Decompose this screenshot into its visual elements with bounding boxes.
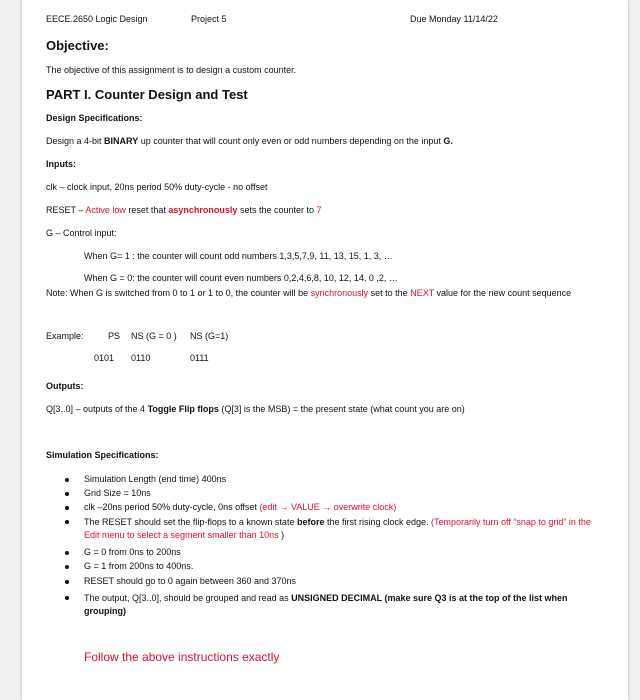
due-date: Due Monday 11/14/22 bbox=[410, 14, 498, 24]
clk-spec-item: clk –20ns period 50% duty-cycle, 0ns offset (edit → VALUE → overwrite clock) bbox=[84, 502, 397, 512]
bullet-icon bbox=[65, 478, 69, 482]
example-ns0-header: NS (G = 0 ) bbox=[131, 331, 177, 341]
output-grouping-item: The output, Q[3..0], should be grouped and read as UNSIGNED DECIMAL (make sure Q3 is at the top of the list when grouping) bbox=[84, 593, 568, 616]
g0-text: When G = 0: the counter will count even numbers 0,2,4,6,8, 10, 12, 14, 0 ,2, … bbox=[84, 273, 398, 283]
document-page bbox=[22, 0, 628, 700]
reset-input-text: RESET – Active low reset that asynchronously sets the counter to 7 bbox=[46, 205, 322, 215]
inputs-heading: Inputs: bbox=[46, 159, 76, 169]
g1-spec-item: G = 1 from 200ns to 400ns. bbox=[84, 561, 194, 571]
course-title: EECE.2650 Logic Design bbox=[46, 14, 148, 24]
follow-instructions-note: Follow the above instructions exactly bbox=[84, 650, 280, 664]
grid-size-item: Grid Size = 10ns bbox=[84, 488, 151, 498]
objective-text: The objective of this assignment is to design a custom counter. bbox=[46, 65, 297, 75]
project-title: Project 5 bbox=[191, 14, 227, 24]
simulation-heading: Simulation Specifications: bbox=[46, 450, 159, 460]
bullet-icon bbox=[65, 551, 69, 555]
bullet-icon bbox=[65, 596, 69, 600]
example-ns1-value: 0111 bbox=[190, 353, 209, 363]
objective-heading: Objective: bbox=[46, 38, 109, 53]
example-ns1-header: NS (G=1) bbox=[190, 331, 229, 341]
sim-length-item: Simulation Length (end time) 400ns bbox=[84, 474, 227, 484]
example-ps-value: 0101 bbox=[94, 353, 115, 363]
g0-spec-item: G = 0 from 0ns to 200ns bbox=[84, 547, 181, 557]
bullet-icon bbox=[65, 492, 69, 496]
reset-spec-item: The RESET should set the flip-flops to a known state before the first rising clock edge. (Temporarily turn off “snap to grid” in the Edit menu to select a segment smaller than 10ns ) bbox=[84, 517, 591, 540]
bullet-icon bbox=[65, 520, 69, 524]
design-heading: Design Specifications: bbox=[46, 113, 143, 123]
example-ns0-value: 0110 bbox=[131, 353, 151, 363]
outputs-heading: Outputs: bbox=[46, 381, 84, 391]
bullet-icon bbox=[65, 565, 69, 569]
note-text: Note: When G is switched from 0 to 1 or 1 to 0, the counter will be synchronously set to the NEXT value for the new count sequence bbox=[46, 288, 572, 298]
reset-again-item: RESET should go to 0 again between 360 and 370ns bbox=[84, 576, 296, 586]
bullet-icon bbox=[65, 506, 69, 510]
g1-text: When G= 1 : the counter will count odd numbers 1,3,5,7,9, 11, 13, 15, 1, 3, … bbox=[84, 251, 393, 261]
bullet-icon bbox=[65, 580, 69, 584]
example-ps-header: PS bbox=[108, 331, 121, 341]
part1-heading: PART I. Counter Design and Test bbox=[46, 87, 248, 102]
outputs-text: Q[3..0] – outputs of the 4 Toggle Flip flops (Q[3] is the MSB) = the present state (what count you are on) bbox=[46, 404, 465, 414]
design-text: Design a 4-bit BINARY up counter that will count only even or odd numbers depending on the input G. bbox=[46, 136, 453, 146]
clk-input-text: clk – clock input, 20ns period 50% duty-cycle - no offset bbox=[46, 182, 268, 192]
g-control-text: G – Control input: bbox=[46, 228, 117, 238]
example-label: Example: bbox=[46, 331, 84, 341]
